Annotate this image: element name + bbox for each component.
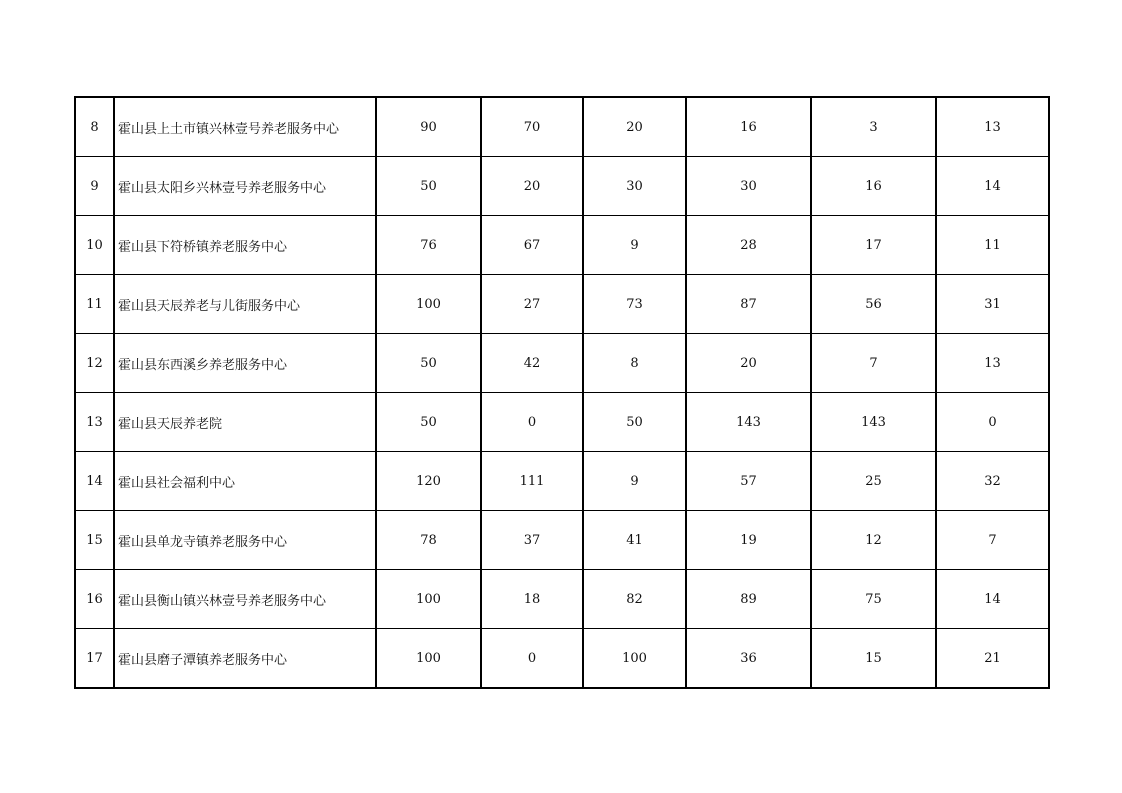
value-cell-4: 19	[686, 511, 811, 570]
value-cell-4: 30	[686, 157, 811, 216]
value-cell-2: 111	[481, 452, 583, 511]
value-cell-4: 20	[686, 334, 811, 393]
value-cell-2: 0	[481, 629, 583, 689]
value-cell-1: 78	[376, 511, 481, 570]
value-cell-1: 100	[376, 275, 481, 334]
value-cell-1: 50	[376, 334, 481, 393]
value-cell-3: 100	[583, 629, 686, 689]
institution-name-cell: 霍山县磨子潭镇养老服务中心	[114, 629, 376, 689]
table-row	[75, 334, 1049, 393]
value-cell-3: 41	[583, 511, 686, 570]
value-cell-4: 16	[686, 97, 811, 157]
value-cell-6: 7	[936, 511, 1049, 570]
value-cell-3: 9	[583, 216, 686, 275]
value-cell-6: 32	[936, 452, 1049, 511]
row-index-cell: 16	[75, 570, 114, 629]
value-cell-4: 57	[686, 452, 811, 511]
institution-table	[74, 96, 1050, 689]
value-cell-4: 28	[686, 216, 811, 275]
row-index-cell: 17	[75, 629, 114, 689]
value-cell-2: 37	[481, 511, 583, 570]
value-cell-6: 31	[936, 275, 1049, 334]
value-cell-4: 87	[686, 275, 811, 334]
institution-name-cell: 霍山县上土市镇兴林壹号养老服务中心	[114, 97, 376, 157]
value-cell-5: 15	[811, 629, 936, 689]
table-row	[75, 157, 1049, 216]
value-cell-2: 18	[481, 570, 583, 629]
value-cell-5: 17	[811, 216, 936, 275]
row-index-cell: 11	[75, 275, 114, 334]
value-cell-2: 0	[481, 393, 583, 452]
value-cell-2: 70	[481, 97, 583, 157]
value-cell-3: 73	[583, 275, 686, 334]
value-cell-6: 13	[936, 97, 1049, 157]
table-row	[75, 97, 1049, 157]
table-row	[75, 216, 1049, 275]
value-cell-2: 67	[481, 216, 583, 275]
institution-name-cell: 霍山县下符桥镇养老服务中心	[114, 216, 376, 275]
value-cell-4: 89	[686, 570, 811, 629]
value-cell-5: 143	[811, 393, 936, 452]
table-row	[75, 275, 1049, 334]
value-cell-3: 20	[583, 97, 686, 157]
value-cell-5: 12	[811, 511, 936, 570]
value-cell-6: 13	[936, 334, 1049, 393]
table-row	[75, 511, 1049, 570]
row-index-cell: 12	[75, 334, 114, 393]
row-index-cell: 8	[75, 97, 114, 157]
row-index-cell: 15	[75, 511, 114, 570]
value-cell-6: 21	[936, 629, 1049, 689]
value-cell-5: 25	[811, 452, 936, 511]
value-cell-1: 120	[376, 452, 481, 511]
row-index-cell: 13	[75, 393, 114, 452]
institution-name-cell: 霍山县单龙寺镇养老服务中心	[114, 511, 376, 570]
value-cell-1: 100	[376, 629, 481, 689]
value-cell-5: 75	[811, 570, 936, 629]
value-cell-3: 50	[583, 393, 686, 452]
value-cell-6: 14	[936, 157, 1049, 216]
value-cell-5: 56	[811, 275, 936, 334]
institution-name-cell: 霍山县社会福利中心	[114, 452, 376, 511]
value-cell-3: 8	[583, 334, 686, 393]
value-cell-5: 3	[811, 97, 936, 157]
value-cell-4: 143	[686, 393, 811, 452]
value-cell-2: 20	[481, 157, 583, 216]
table-row	[75, 570, 1049, 629]
institution-name-cell: 霍山县东西溪乡养老服务中心	[114, 334, 376, 393]
row-index-cell: 9	[75, 157, 114, 216]
value-cell-6: 14	[936, 570, 1049, 629]
institution-name-cell: 霍山县天辰养老与儿街服务中心	[114, 275, 376, 334]
value-cell-6: 0	[936, 393, 1049, 452]
value-cell-1: 50	[376, 157, 481, 216]
value-cell-1: 100	[376, 570, 481, 629]
institution-name-cell: 霍山县太阳乡兴林壹号养老服务中心	[114, 157, 376, 216]
value-cell-2: 27	[481, 275, 583, 334]
value-cell-2: 42	[481, 334, 583, 393]
institution-name-cell: 霍山县天辰养老院	[114, 393, 376, 452]
value-cell-1: 90	[376, 97, 481, 157]
value-cell-3: 30	[583, 157, 686, 216]
value-cell-1: 50	[376, 393, 481, 452]
value-cell-3: 82	[583, 570, 686, 629]
value-cell-1: 76	[376, 216, 481, 275]
table-row	[75, 393, 1049, 452]
row-index-cell: 14	[75, 452, 114, 511]
value-cell-4: 36	[686, 629, 811, 689]
value-cell-5: 7	[811, 334, 936, 393]
value-cell-6: 11	[936, 216, 1049, 275]
table-row	[75, 629, 1049, 689]
table-body	[75, 97, 1049, 688]
row-index-cell: 10	[75, 216, 114, 275]
value-cell-5: 16	[811, 157, 936, 216]
value-cell-3: 9	[583, 452, 686, 511]
institution-name-cell: 霍山县衡山镇兴林壹号养老服务中心	[114, 570, 376, 629]
table-row	[75, 452, 1049, 511]
